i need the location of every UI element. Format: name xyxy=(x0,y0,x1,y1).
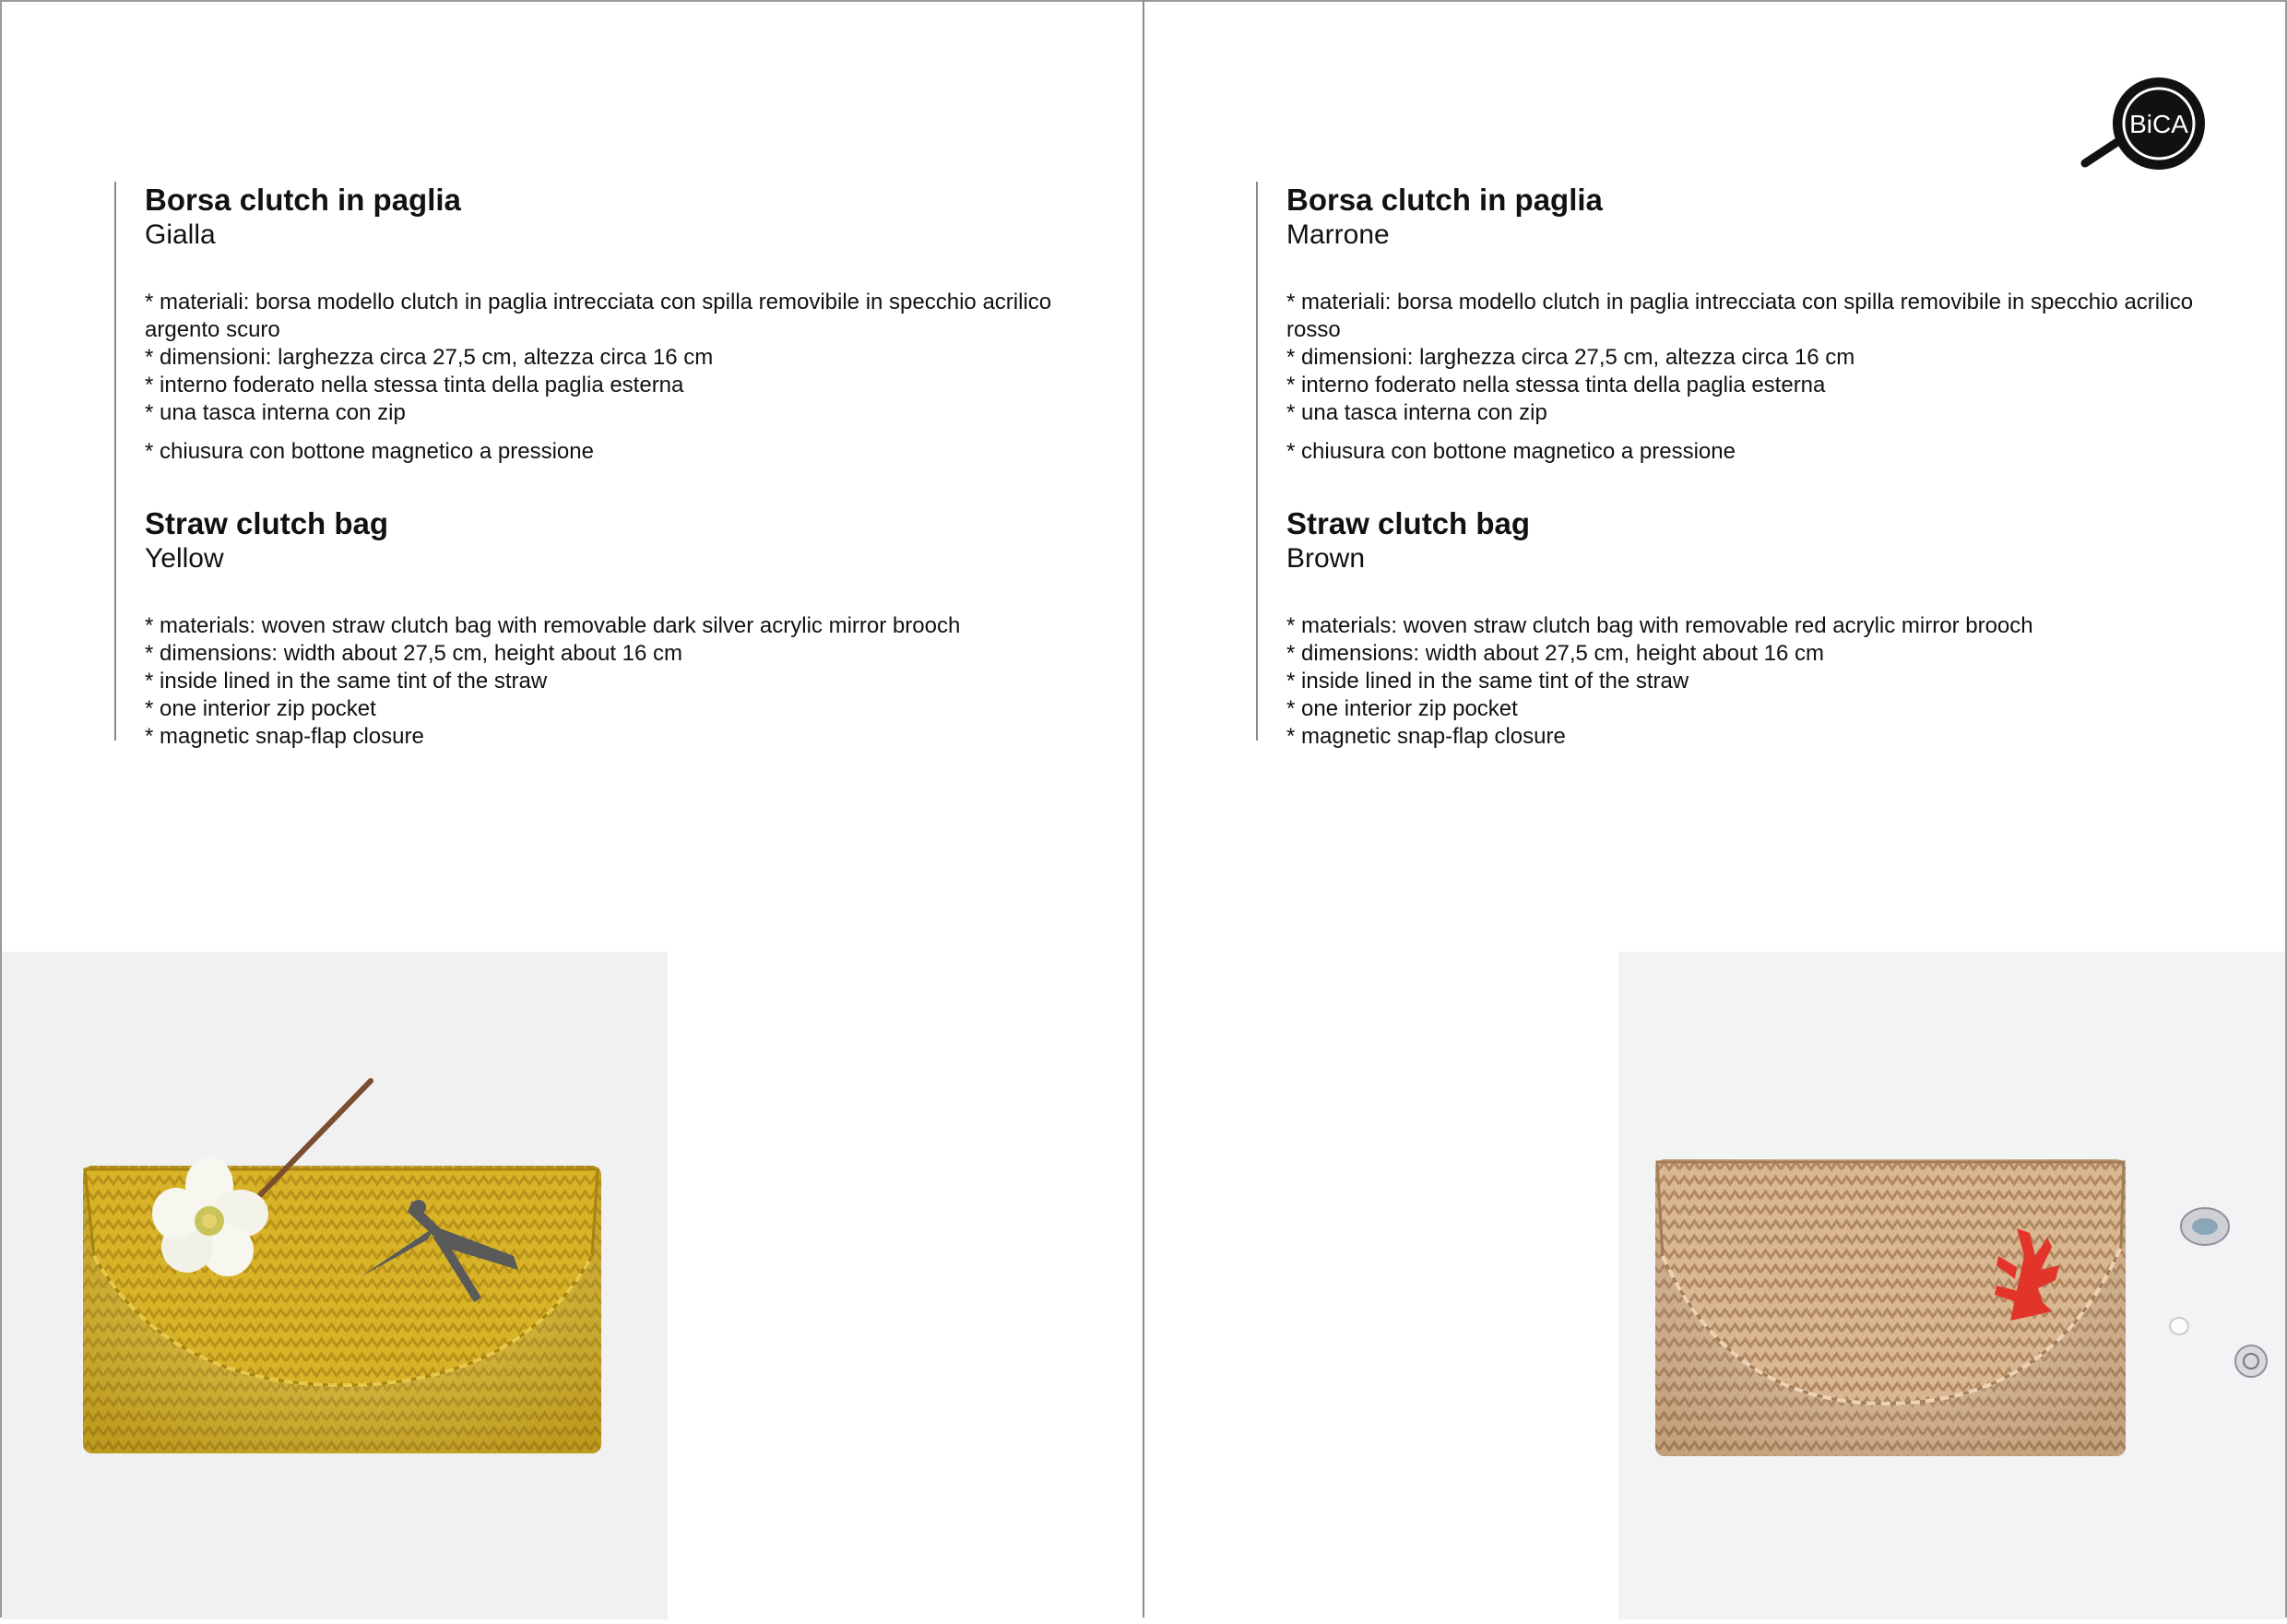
product-color-it: Gialla xyxy=(145,219,216,250)
brown-clutch-illustration xyxy=(1618,952,2285,1619)
product-color-en: Yellow xyxy=(145,543,224,574)
bica-logo xyxy=(2067,76,2205,172)
spec-item: * dimensioni: larghezza circa 27,5 cm, altezza circa 16 cm xyxy=(1286,345,1855,370)
product-title-it: Borsa clutch in paglia xyxy=(145,183,461,217)
product-title-en: Straw clutch bag xyxy=(1286,506,1531,540)
spec-item: * one interior zip pocket xyxy=(1286,696,1518,721)
english-section xyxy=(145,505,1067,751)
spec-item: * magnetic snap-flap closure xyxy=(145,724,424,749)
product-description xyxy=(145,182,1067,751)
spec-item: * one interior zip pocket xyxy=(145,696,376,721)
spec-item: * materials: woven straw clutch bag with removable dark silver acrylic mirror brooch xyxy=(145,613,961,638)
product-color-en: Brown xyxy=(1286,543,1366,574)
left-page xyxy=(0,0,1143,1618)
logo-text: BiCA xyxy=(2129,110,2188,138)
yellow-clutch-illustration xyxy=(2,952,668,1619)
spec-item: * dimensions: width about 27,5 cm, height about 16 cm xyxy=(1286,641,1825,666)
text-accent-line xyxy=(1256,182,1258,741)
spec-list-it xyxy=(1286,289,2209,466)
spec-list-en xyxy=(145,612,1067,751)
product-photo-yellow-clutch xyxy=(2,952,668,1619)
spec-item: * inside lined in the same tint of the straw xyxy=(145,669,548,693)
product-photo-brown-clutch xyxy=(1618,952,2285,1619)
english-section xyxy=(1286,505,2209,751)
spec-item: * chiusura con bottone magnetico a pressione xyxy=(145,439,594,464)
spec-list-en xyxy=(1286,612,2209,751)
text-accent-line xyxy=(114,182,116,741)
spec-item: * una tasca interna con zip xyxy=(145,400,406,425)
product-title-it: Borsa clutch in paglia xyxy=(1286,183,1603,217)
spec-list-it xyxy=(145,289,1067,466)
product-color-it: Marrone xyxy=(1286,219,1390,250)
product-title-en: Straw clutch bag xyxy=(145,506,389,540)
spec-item: * dimensions: width about 27,5 cm, height about 16 cm xyxy=(145,641,683,666)
right-page xyxy=(1144,0,2287,1618)
spec-item: * chiusura con bottone magnetico a pressione xyxy=(1286,439,1736,464)
spec-item: * magnetic snap-flap closure xyxy=(1286,724,1566,749)
product-description xyxy=(1286,182,2209,751)
spec-item: * materiali: borsa modello clutch in paglia intrecciata con spilla removibile in specchio acrilico rosso xyxy=(1286,290,2194,342)
spec-item: * inside lined in the same tint of the straw xyxy=(1286,669,1689,693)
spec-item: * interno foderato nella stessa tinta della paglia esterna xyxy=(145,373,684,397)
spec-item: * materiali: borsa modello clutch in paglia intrecciata con spilla removibile in specchio acrilico argento scuro xyxy=(145,290,1052,342)
spec-item: * dimensioni: larghezza circa 27,5 cm, altezza circa 16 cm xyxy=(145,345,714,370)
spec-item: * materials: woven straw clutch bag with removable red acrylic mirror brooch xyxy=(1286,613,2033,638)
spec-item: * interno foderato nella stessa tinta della paglia esterna xyxy=(1286,373,1826,397)
spec-item: * una tasca interna con zip xyxy=(1286,400,1547,425)
sea-shells xyxy=(2170,1208,2267,1377)
